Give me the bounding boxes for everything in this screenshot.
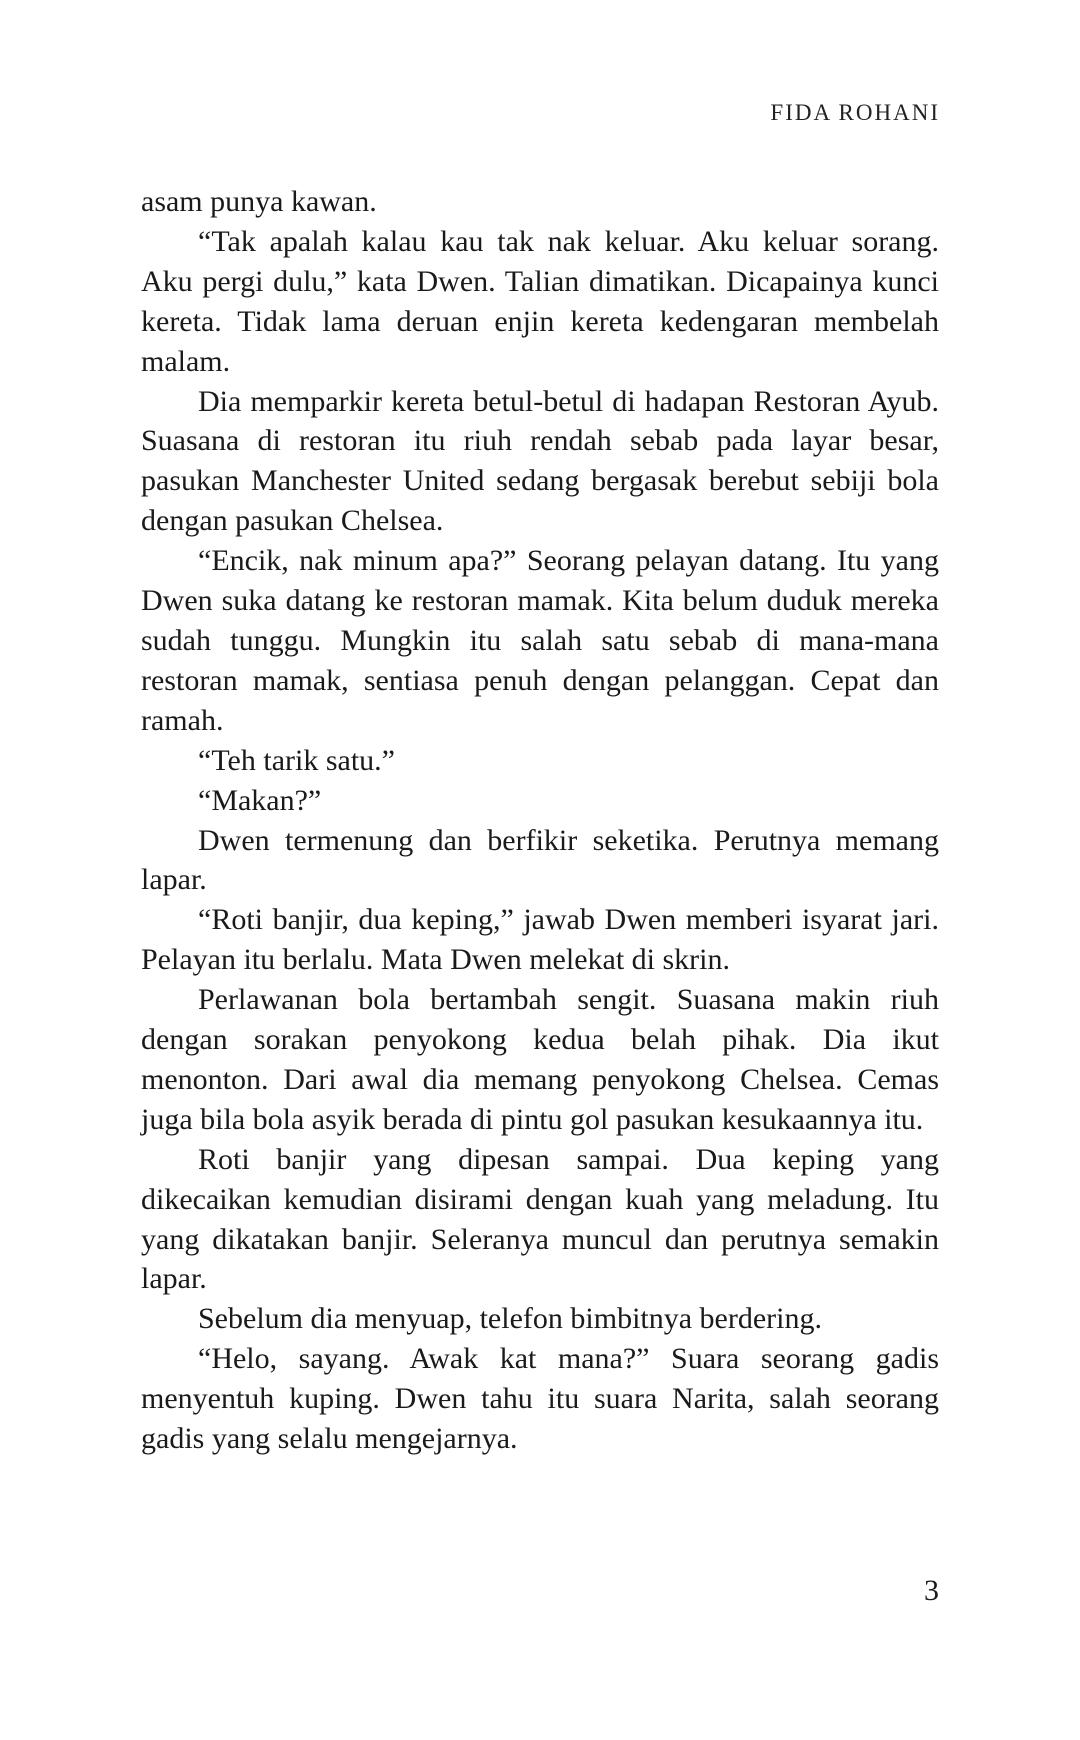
- paragraph: “Roti banjir, dua keping,” jawab Dwen memberi isyarat jari. Pelayan itu berlalu. Mata Dwen melekat di skrin.: [141, 903, 939, 977]
- paragraph: asam punya kawan.: [141, 185, 377, 218]
- paragraph: Perlawanan bola bertambah sengit. Suasana makin riuh dengan sorakan penyokong kedua belah pihak. Dia ikut menonton. Dari awal dia memang penyokong Chelsea. Cemas juga bila bola asyik berada di pintu gol pasukan kesukaannya itu.: [141, 983, 939, 1136]
- paragraph: Dwen termenung dan berfikir seketika. Perutnya memang lapar.: [141, 823, 939, 897]
- paragraph: “Teh tarik satu.”: [198, 743, 395, 777]
- paragraph: “Encik, nak minum apa?” Seorang pelayan datang. Itu yang Dwen suka datang ke restoran mamak. Kita belum duduk mereka sudah tunggu. Mungkin itu salah satu sebab di mana-mana restoran mamak, sentiasa penuh dengan pelanggan. Cepat dan ramah.: [141, 544, 939, 737]
- paragraph: “Tak apalah kalau kau tak nak keluar. Aku keluar sorang. Aku pergi dulu,” kata Dwen. Talian dimatikan. Dicapainya kunci kereta. Tidak lama deruan enjin kereta kedengaran membelah malam.: [141, 224, 939, 378]
- page-number: 3: [924, 1574, 939, 1607]
- paragraph: Sebelum dia menyuap, telefon bimbitnya berdering.: [198, 1302, 822, 1336]
- running-head-author: FIDA ROHANI: [770, 100, 940, 125]
- paragraph: Roti banjir yang dipesan sampai. Dua keping yang dikecaikan kemudian disirami dengan kuah yang meladung. Itu yang dikatakan banjir. Seleranya muncul dan perutnya semakin lapar.: [141, 1142, 939, 1296]
- paragraph: “Helo, sayang. Awak kat mana?” Suara seorang gadis menyentuh kuping. Dwen tahu itu suara Narita, salah seorang gadis yang selalu mengejarnya.: [141, 1342, 939, 1456]
- page-body-text: [141, 182, 939, 1459]
- paragraph: Dia memparkir kereta betul-betul di hadapan Restoran Ayub. Suasana di restoran itu riuh rendah sebab pada layar besar, pasukan Manchester United sedang bergasak berebut sebiji bola dengan pasukan Chelsea.: [141, 384, 939, 538]
- paragraph: “Makan?”: [198, 783, 322, 817]
